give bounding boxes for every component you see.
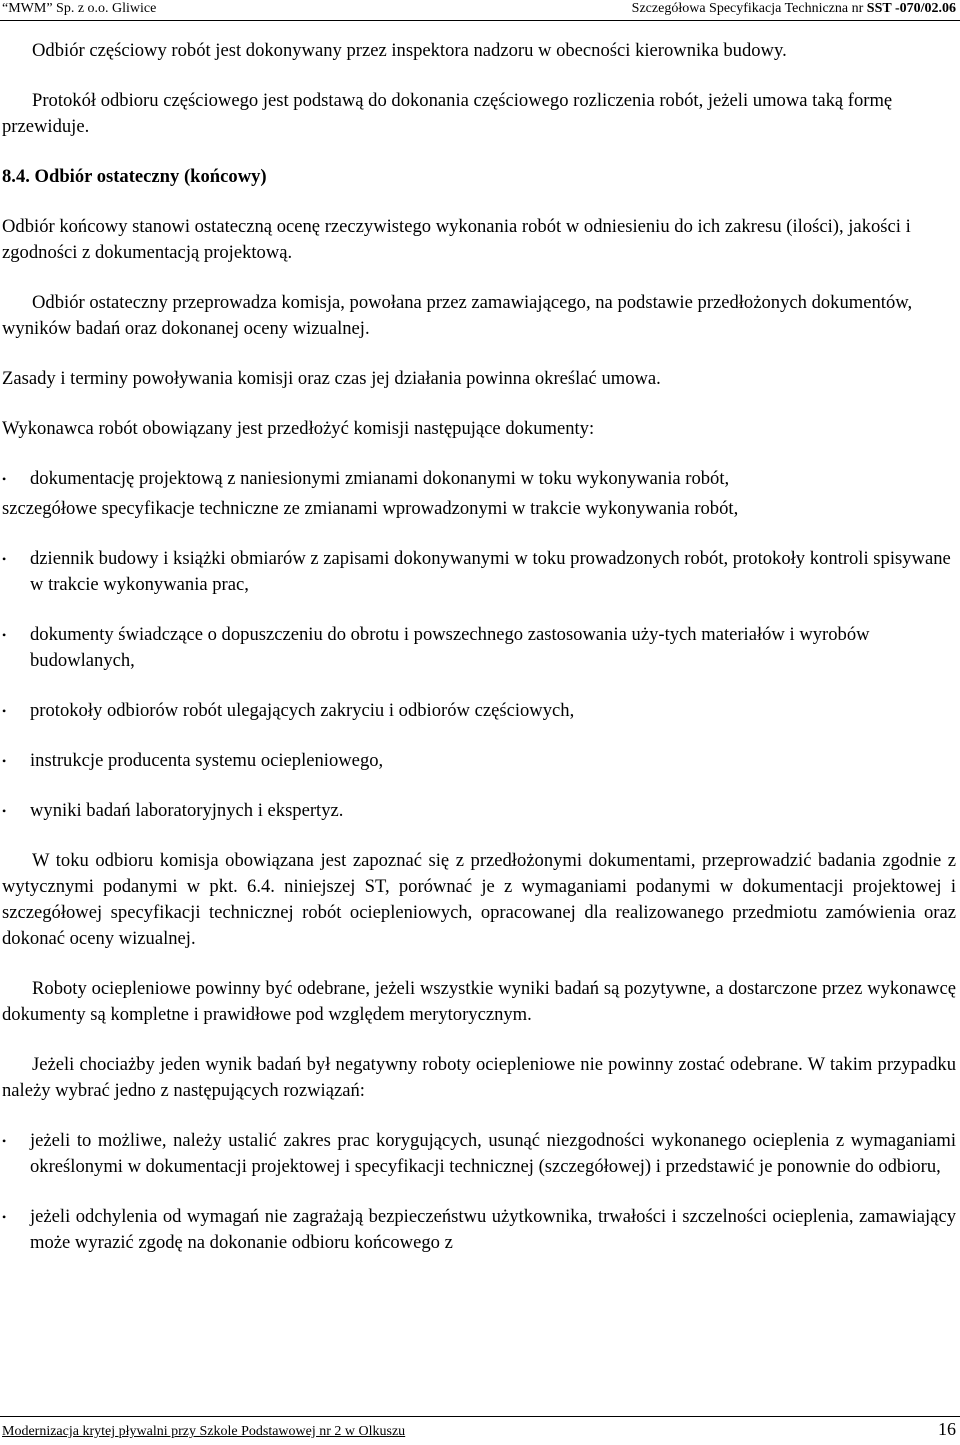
bullet-icon: • xyxy=(2,1210,7,1224)
list-item-text: jeżeli to możliwe, należy ustalić zakres prac korygujących, usunąć niezgodności wykonanego ocieplenia z wymaganiami określonymi w dokumentacji projektowej i specyfikacji technicznej (szczegółowej) i przedstawić je ponownie do odbioru, xyxy=(30,1130,956,1177)
list-item-text: dokumenty świadczące o dopuszczeniu do obrotu i powszechnego zastosowania uży-tych materiałów i wyrobów budowlanych, xyxy=(30,624,870,671)
bullet-icon: • xyxy=(2,628,7,642)
paragraph: Protokół odbioru częściowego jest podstawą do dokonania częściowego rozliczenia robót, jeżeli umowa taką formę przewiduje. xyxy=(2,90,893,137)
list-item xyxy=(2,1204,956,1256)
list-item xyxy=(2,798,956,824)
list-item xyxy=(2,466,956,492)
list-item xyxy=(2,698,956,724)
paragraph: Odbiór końcowy stanowi ostateczną ocenę rzeczywistego wykonania robót w odniesieniu do ich zakresu (ilości), jakości i zgodności z dokumentacją projektową. xyxy=(2,216,911,263)
header-spec-title: Szczegółowa Specyfikacja Techniczna nr xyxy=(631,1,867,16)
list-item xyxy=(2,546,956,598)
list-item-text: protokoły odbiorów robót ulegających zakryciu i odbiorów częściowych, xyxy=(30,700,575,721)
paragraph: szczegółowe specyfikacje techniczne ze zmianami wprowadzonymi w trakcie wykonywania robót, xyxy=(2,498,739,519)
list-item xyxy=(2,1128,956,1180)
page-header xyxy=(0,0,960,21)
header-company: “MWM” Sp. z o.o. Gliwice xyxy=(2,1,157,16)
header-spec-code: SST -070/02.06 xyxy=(866,1,956,16)
list-item-text: dokumentację projektową z naniesionymi zmianami dokonanymi w toku wykonywania robót, xyxy=(30,468,730,489)
bullet-icon: • xyxy=(2,754,7,768)
bullet-icon: • xyxy=(2,704,7,718)
header-spec xyxy=(632,0,956,18)
bullet-icon: • xyxy=(2,804,7,818)
list-item-text: jeżeli odchylenia od wymagań nie zagrażają bezpieczeństwu użytkownika, trwałości i szczelności ocieplenia, zamawiający może wyrazić zgodę na dokonanie odbioru końcowego z xyxy=(30,1206,956,1253)
paragraph: Wykonawca robót obowiązany jest przedłożyć komisji następujące dokumenty: xyxy=(2,418,595,439)
paragraph: Odbiór ostateczny przeprowadza komisja, powołana przez zamawiającego, na podstawie przedłożonych dokumentów, wyników badań oraz dokonanej oceny wizualnej. xyxy=(2,292,913,339)
list-item-text: instrukcje producenta systemu ociepleniowego, xyxy=(30,750,384,771)
bullet-icon: • xyxy=(2,472,7,486)
paragraph: Zasady i terminy powoływania komisji oraz czas jej działania powinna określać umowa. xyxy=(2,368,661,389)
footer-project: Modernizacja krytej pływalni przy Szkole Podstawowej nr 2 w Olkuszu xyxy=(2,1424,406,1439)
section-heading: 8.4. Odbiór ostateczny (końcowy) xyxy=(2,166,267,187)
list-item xyxy=(2,622,956,674)
list-item-text: wyniki badań laboratoryjnych i ekspertyz. xyxy=(30,800,344,821)
page-number: 16 xyxy=(938,1419,956,1439)
bullet-icon: • xyxy=(2,552,7,566)
bullet-icon: • xyxy=(2,1134,7,1148)
list-item-text: dziennik budowy i książki obmiarów z zapisami dokonywanymi w toku prowadzonych robót, protokoły kontroli spisywane w trakcie wykonywania prac, xyxy=(30,548,951,595)
paragraph: Jeżeli chociażby jeden wynik badań był negatywny roboty ociepleniowe nie powinny zostać odebrane. W takim przypadku należy wybrać jedno z następujących rozwiązań: xyxy=(2,1054,956,1101)
paragraph: W toku odbioru komisja obowiązana jest zapoznać się z przedłożonymi dokumentami, przeprowadzić badania zgodnie z wytycznymi podanymi w pkt. 6.4. niniejszej ST, porównać je z wymaganiami podanymi w dokumentacji projektowej i szczegółowej specyfikacji technicznej robót ociepleniowych, opracowanej dla realizowanego przedmiotu zamówienia oraz dokonać oceny wizualnej. xyxy=(2,850,956,949)
page-footer xyxy=(0,1416,960,1445)
list-item xyxy=(2,748,956,774)
paragraph: Roboty ociepleniowe powinny być odebrane, jeżeli wszystkie wyniki badań są pozytywne, a dostarczone przez wykonawcę dokumenty są kompletne i prawidłowe pod względem merytorycznym. xyxy=(2,978,956,1025)
document-body xyxy=(2,38,956,1280)
paragraph: Odbiór częściowy robót jest dokonywany przez inspektora nadzoru w obecności kierownika budowy. xyxy=(32,40,787,61)
